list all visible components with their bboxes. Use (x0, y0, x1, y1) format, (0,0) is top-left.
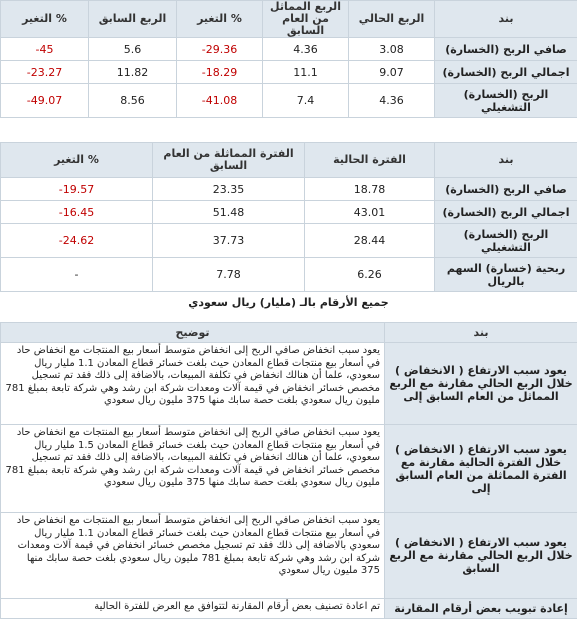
table-row (1, 38, 577, 61)
table-cell: 51.48 (153, 201, 305, 224)
table-cell: 8.56 (89, 84, 177, 118)
column-header: بند (385, 323, 577, 343)
units-caption: جميع الأرقام بالـ (مليار) ريال سعودي (188, 296, 389, 309)
column-header: الربع الحالي (349, 1, 435, 38)
table-cell: 4.36 (263, 38, 349, 61)
table-cell: 24.62- (1, 224, 153, 258)
table-cell: 9.07 (349, 61, 435, 84)
table-cell: 28.44 (305, 224, 435, 258)
table-row (1, 84, 577, 118)
column-header: الربع المماثل من العام السابق (263, 1, 349, 38)
column-header: % التغير (1, 143, 153, 178)
row-label: إعادة تبويب بعض أرقام المقارنة (385, 599, 577, 619)
table-cell: 3.08 (349, 38, 435, 61)
table-row (1, 201, 577, 224)
table-row (1, 513, 577, 599)
column-header: الفترة الحالية (305, 143, 435, 178)
row-label: اجمالي الربح (الخسارة) (435, 61, 577, 84)
table-cell: 45- (1, 38, 89, 61)
table-row (1, 178, 577, 201)
table-row (1, 258, 577, 292)
table-header-row (1, 323, 577, 343)
quarterly-results-table (0, 0, 577, 118)
explanation-text: تم اعادة تصنيف بعض أرقام المقارنة لتتوافق مع العرض للفترة الحالية (1, 599, 385, 619)
table-cell: 37.73 (153, 224, 305, 258)
table-header-row (1, 1, 577, 38)
table-cell: 43.01 (305, 201, 435, 224)
row-label: الربح (الخسارة) التشغيلي (435, 84, 577, 118)
table-row (1, 599, 577, 619)
table-cell: 16.45- (1, 201, 153, 224)
row-label: اجمالي الربح (الخسارة) (435, 201, 577, 224)
table-cell: 18.29- (177, 61, 263, 84)
table-header-row (1, 143, 577, 178)
table-cell: 41.08- (177, 84, 263, 118)
table-row (1, 425, 577, 513)
table-cell: 5.6 (89, 38, 177, 61)
column-header: الفترة المماثلة من العام السابق (153, 143, 305, 178)
column-header: بند (435, 1, 577, 38)
row-label: صافي الربح (الخسارة) (435, 38, 577, 61)
column-header: % التغير (177, 1, 263, 38)
column-header: % التغير (1, 1, 89, 38)
table-cell: 6.26 (305, 258, 435, 292)
table-row (1, 224, 577, 258)
row-label: يعود سبب الارتفاع ( الانخفاض ) خلال الربع الحالي مقارنة مع الربع المماثل من العام السابق إلى (385, 343, 577, 425)
table-cell: 23.27- (1, 61, 89, 84)
column-header: الربع السابق (89, 1, 177, 38)
table-cell: 11.1 (263, 61, 349, 84)
table-cell: 19.57- (1, 178, 153, 201)
table-cell: 7.4 (263, 84, 349, 118)
table-row (1, 61, 577, 84)
explanation-text: يعود سبب انخفاض صافي الربح إلى انخفاض متوسط أسعار بيع المنتجات مع انخفاض حاد في أسعار بيع منتجات قطاع المعادن حيث بلغت خسائر قطاع المعادن 1.5 مليار ريال سعودي، علما أن هنالك انخفاض في تكلفة المبيعات، بالاضافة إلى ذلك فقد تم تسجيل مخصص خسائر انخفاض في قيمة آلات ومعدات شركة ابن رشد وهي شركة تابعة بمبلغ 781 مليون ريال سعودي بلغت حصة سابك منها 375 مليون ريال سعودي (1, 425, 385, 513)
row-label: ربحية (خسارة) السهم بالريال (435, 258, 577, 292)
row-label: يعود سبب الارتفاع ( الانخفاض ) خلال الفترة الحالية مقارنة مع الفترة المماثلة من العام السابق إلى (385, 425, 577, 513)
table-cell: 29.36- (177, 38, 263, 61)
table-cell: 11.82 (89, 61, 177, 84)
explanation-table (0, 322, 577, 619)
row-label: صافي الربح (الخسارة) (435, 178, 577, 201)
table-cell: 7.78 (153, 258, 305, 292)
row-label: يعود سبب الارتفاع ( الانخفاض ) خلال الربع الحالي مقارنة مع الربع السابق (385, 513, 577, 599)
table-cell: 23.35 (153, 178, 305, 201)
table-row (1, 343, 577, 425)
table-cell: 4.36 (349, 84, 435, 118)
period-results-table (0, 142, 577, 292)
column-header: توضيح (1, 323, 385, 343)
explanation-text: يعود سبب انخفاض صافي الربح إلى انخفاض متوسط أسعار بيع المنتجات مع انخفاض حاد في أسعار بيع منتجات قطاع المعادن حيث بلغت خسائر قطاع المعادن 1.1 مليار ريال سعودي بالاضافة إلى ذلك فقد تم تسجيل مخصص خسائر انخفاض في قيمة آلات ومعدات شركة ابن رشد وهي شركة تابعة بمبلغ 781 مليون ريال سعودي بلغت حصة سابك منها 375 مليون ريال سعودي (1, 513, 385, 599)
explanation-text: يعود سبب انخفاض صافي الربح إلى انخفاض متوسط أسعار بيع المنتجات مع انخفاض حاد في أسعار بيع منتجات قطاع المعادن حيث بلغت خسائر قطاع المعادن 1.1 مليار ريال سعودي، علما أن هنالك انخفاض في تكلفة المبيعات، بالاضافة إلى ذلك فقد تم تسجيل مخصص خسائر انخفاض في قيمة آلات ومعدات شركة ابن رشد وهي شركة تابعة بمبلغ 781 مليون ريال سعودي بلغت حصة سابك منها 375 مليون ريال سعودي (1, 343, 385, 425)
table-cell: - (1, 258, 153, 292)
column-header: بند (435, 143, 577, 178)
row-label: الربح (الخسارة) التشغيلي (435, 224, 577, 258)
table-cell: 18.78 (305, 178, 435, 201)
table-cell: 49.07- (1, 84, 89, 118)
